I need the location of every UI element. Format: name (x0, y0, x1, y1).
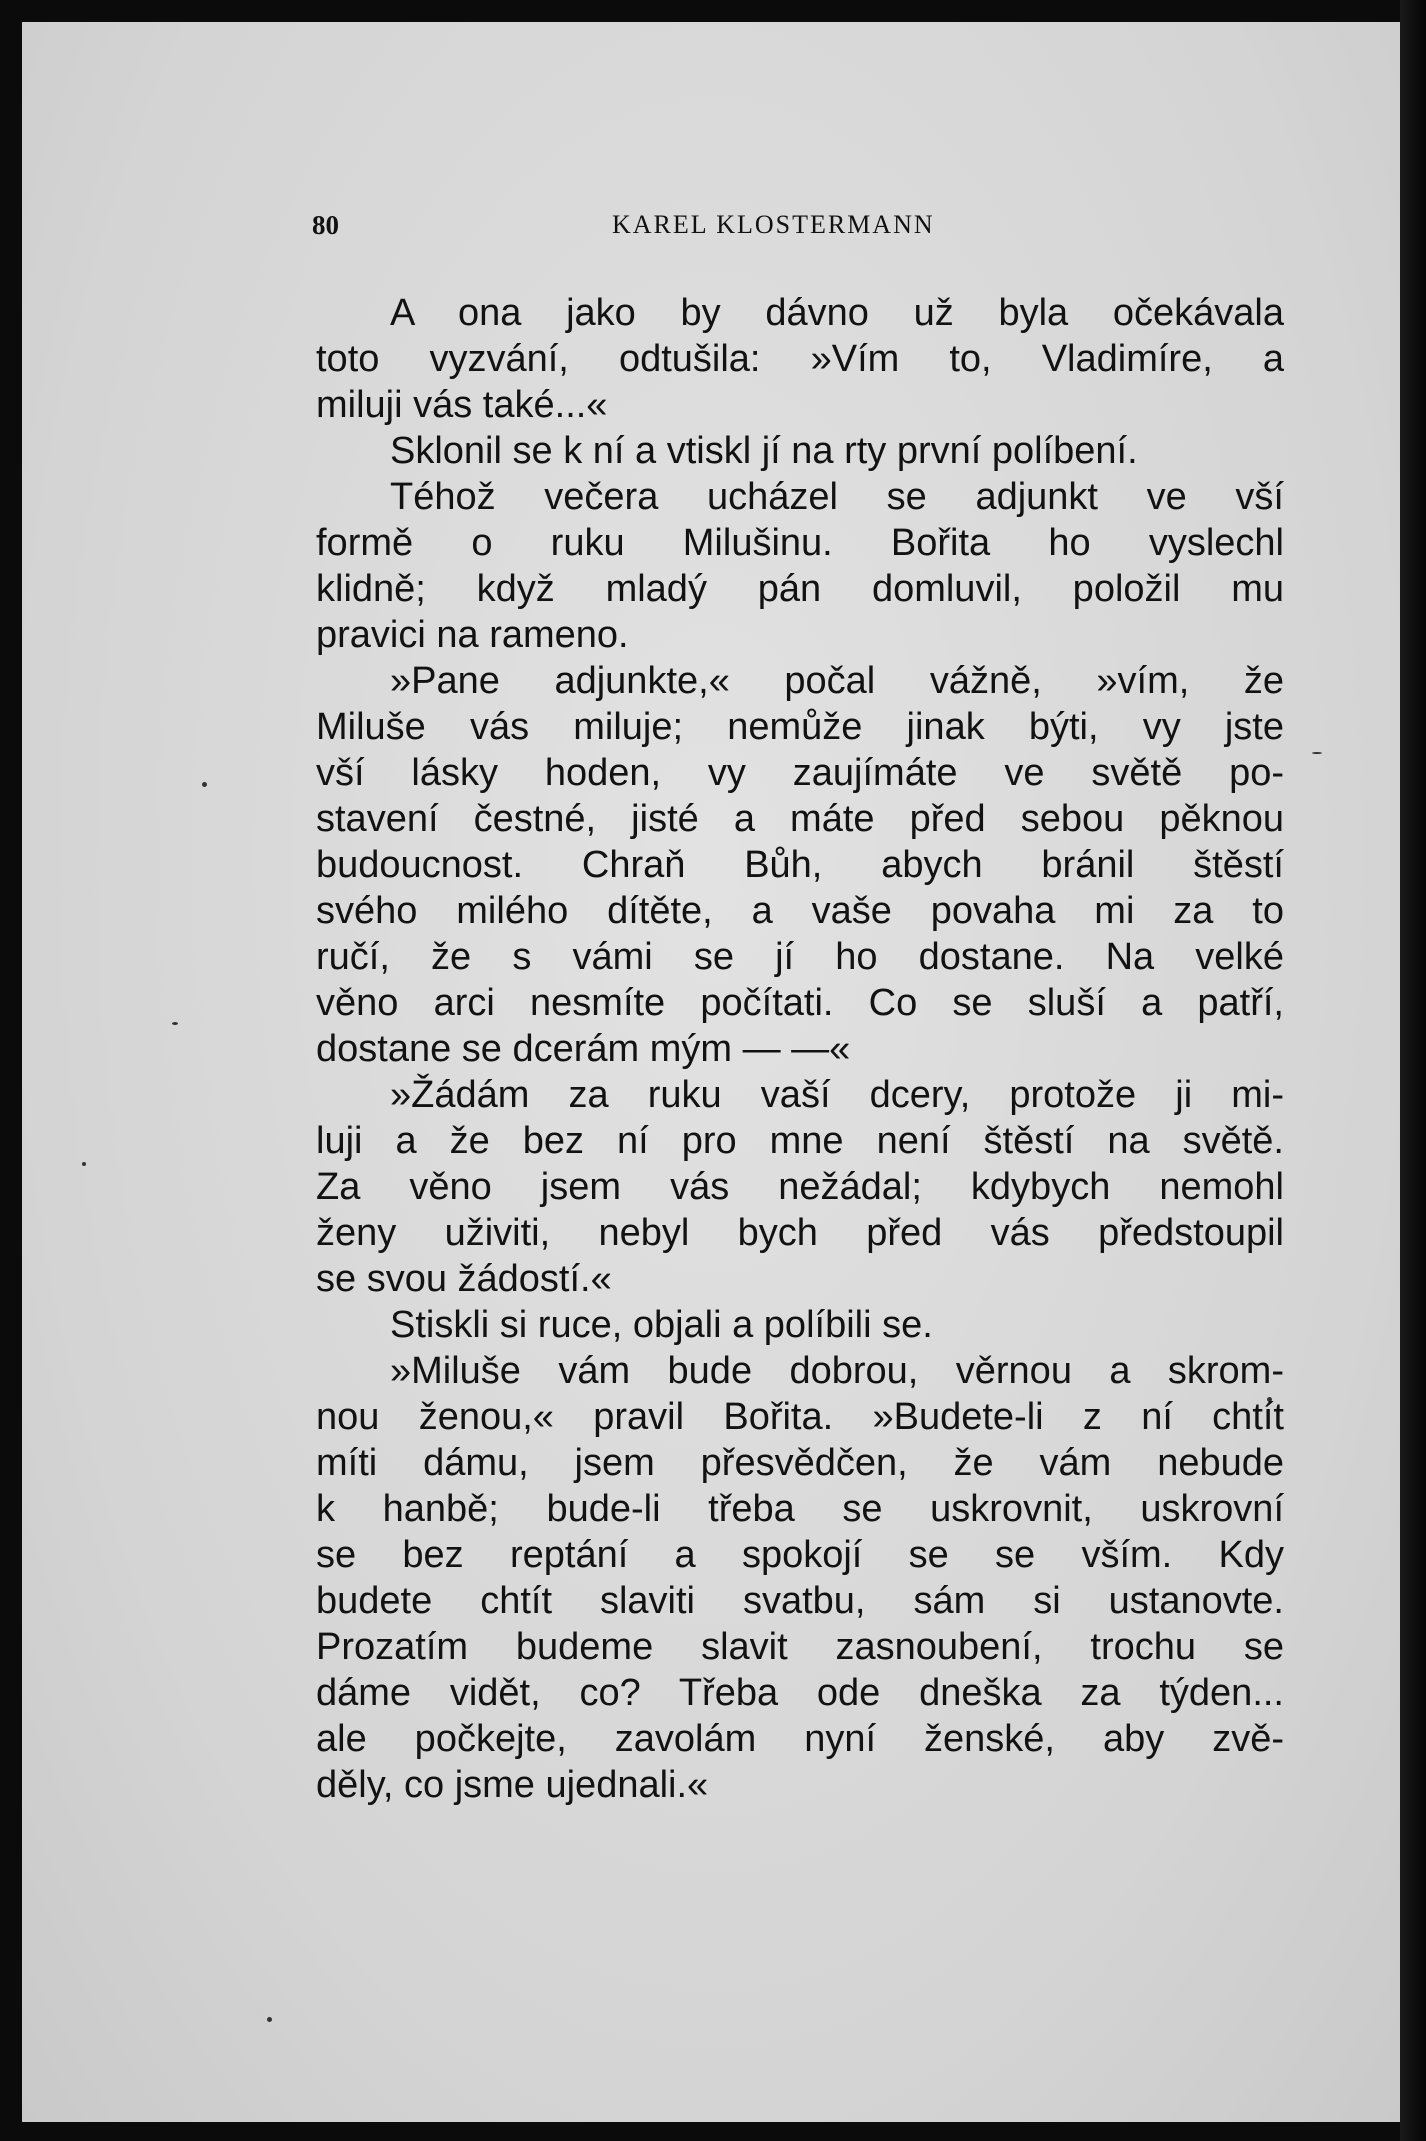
body-text (316, 290, 1284, 1808)
print-speck (202, 782, 207, 787)
text-line: A ona jako by dávno už byla očekávala (390, 292, 1284, 334)
text-line: Prozatím budeme slavit zasnoubení, trochu se (316, 1626, 1284, 1668)
print-speck (267, 2017, 272, 2022)
text-line: dostane se dcerám mým — —« (316, 1028, 851, 1070)
text-line: »Žádám za ruku vaší dcery, protože ji mi- (390, 1074, 1284, 1116)
text-line: Sklonil se k ní a vtiskl jí na rty první políbení. (390, 430, 1138, 472)
text-line: »Pane adjunkte,« počal vážně, »vím, že (390, 660, 1284, 702)
text-line: míti dámu, jsem přesvědčen, že vám nebude (316, 1442, 1284, 1484)
text-line: dáme vidět, co? Třeba ode dneška za týden... (316, 1672, 1284, 1714)
page-number: 80 (312, 210, 339, 240)
text-line: budoucnost. Chraň Bůh, abych bránil štěstí (316, 844, 1284, 886)
text-line: k hanbě; bude-li třeba se uskrovnit, uskrovní (316, 1488, 1284, 1530)
scan-edge (1400, 0, 1426, 2141)
text-line: pravici na rameno. (316, 614, 629, 656)
text-line: nou ženou,« pravil Bořita. »Budete-li z ní chtít (316, 1396, 1284, 1438)
text-line: se bez reptání a spokojí se se vším. Kdy (316, 1534, 1284, 1576)
text-line: toto vyzvání, odtušila: »Vím to, Vladimíre, a (316, 338, 1284, 380)
text-line: »Miluše vám bude dobrou, věrnou a skrom- (390, 1350, 1284, 1392)
text-line: ručí, že s vámi se jí ho dostane. Na velké (316, 936, 1284, 978)
text-line: děly, co jsme ujednali.« (316, 1764, 709, 1806)
text-line: ale počkejte, zavolám nyní ženské, aby zvě- (316, 1718, 1284, 1760)
text-line: Téhož večera ucházel se adjunkt ve vší (390, 476, 1284, 518)
text-line: se svou žádostí.« (316, 1258, 612, 1300)
text-line: věno arci nesmíte počítati. Co se sluší a patří, (316, 982, 1284, 1024)
text-line: luji a že bez ní pro mne není štěstí na světě. (316, 1120, 1284, 1162)
text-line: klidně; když mladý pán domluvil, položil mu (316, 568, 1284, 610)
text-line: miluji vás také...« (316, 384, 608, 426)
print-speck (82, 1162, 86, 1166)
page-header (312, 210, 992, 250)
print-speck (172, 1022, 178, 1025)
text-line: ženy uživiti, nebyl bych před vás předstoupil (316, 1212, 1284, 1254)
text-line: stavení čestné, jisté a máte před sebou pěknou (316, 798, 1284, 840)
text-line: Stiskli si ruce, objali a políbili se. (390, 1304, 933, 1346)
running-head: KAREL KLOSTERMANN (612, 210, 935, 239)
text-line: vší lásky hoden, vy zaujímáte ve světě po- (316, 752, 1284, 794)
text-line: svého milého dítěte, a vaše povaha mi za to (316, 890, 1284, 932)
text-line: formě o ruku Milušinu. Bořita ho vyslechl (316, 522, 1284, 564)
print-speck (1312, 752, 1322, 754)
text-line: Za věno jsem vás nežádal; kdybych nemohl (316, 1166, 1284, 1208)
text-line: budete chtít slaviti svatbu, sám si ustanovte. (316, 1580, 1284, 1622)
text-line: Miluše vás miluje; nemůže jinak býti, vy jste (316, 706, 1284, 748)
